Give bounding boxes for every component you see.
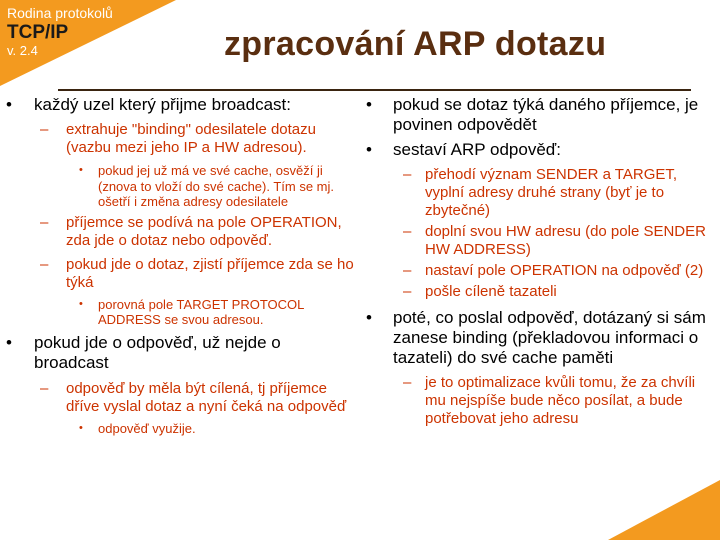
list-item: [366, 262, 720, 280]
item-text: pošle cíleně tazateli: [425, 283, 557, 300]
item-text: extrahuje "binding" odesilatele dotazu (vazbu mezi jeho IP a HW adresou).: [66, 121, 316, 156]
list-item: [366, 374, 720, 428]
list-item: [366, 283, 720, 301]
brand-name: TCP/IP: [7, 22, 69, 43]
list-item: [366, 140, 720, 160]
list-item: [6, 297, 356, 328]
item-text: přehodí význam SENDER a TARGET, vyplní adresy druhé strany (byť je to zbytečné): [425, 166, 678, 219]
bullet-marker: •: [366, 95, 372, 114]
bullet-marker: •: [79, 297, 83, 310]
item-text: pokud jde o dotaz, zjistí příjemce zda se ho týká: [66, 255, 354, 291]
bullet-marker: –: [403, 166, 412, 183]
bullet-marker: –: [40, 213, 49, 231]
bullet-marker: –: [403, 223, 412, 240]
bullet-marker: –: [403, 283, 412, 300]
list-item: [6, 214, 356, 250]
list-item: [6, 95, 356, 115]
bullet-marker: –: [40, 379, 49, 397]
bullet-marker: –: [403, 374, 412, 391]
list-item: [6, 121, 356, 157]
item-text: každý uzel který přijme broadcast:: [34, 95, 291, 114]
bullet-marker: –: [403, 262, 412, 279]
item-text: pokud jej už má ve své cache, osvěží ji (znova to vloží do své cache). Tím se mj. ošetří i změna adresy odesilatele: [98, 163, 335, 209]
bullet-marker: –: [40, 121, 49, 138]
bullet-marker: •: [79, 421, 83, 434]
title-underline: [58, 89, 691, 91]
list-item: [6, 333, 356, 373]
item-text: pokud jde o odpověď, už nejde o broadcast: [34, 332, 281, 372]
brand-subtitle: Rodina protokolů: [7, 5, 113, 21]
item-text: poté, co poslal odpověď, dotázaný si sám zanese binding (překladovou informaci o tazateli) do své cache paměti: [393, 308, 706, 367]
list-item: [6, 380, 356, 416]
corner-decoration-bottom-right: [608, 480, 720, 540]
item-text: doplní svou HW adresu (do pole SENDER HW ADDRESS): [425, 223, 706, 258]
page-title: zpracování ARP dotazu: [224, 25, 607, 63]
bullet-marker: •: [6, 332, 12, 352]
bullet-marker: •: [6, 95, 12, 114]
list-item: [366, 166, 720, 220]
item-text: porovná pole TARGET PROTOCOL ADDRESS se svou adresou.: [98, 296, 304, 327]
bullet-marker: –: [40, 255, 49, 273]
left-column: [6, 95, 356, 436]
item-text: příjemce se podívá na pole OPERATION, zda jde o dotaz nebo odpověď.: [66, 213, 342, 249]
list-item: [366, 223, 720, 259]
list-item: [6, 256, 356, 292]
item-text: je to optimalizace kvůli tomu, že za chvíli mu nejspíše bude něco posílat, a bude potřebovat jeho adresu: [425, 374, 696, 427]
item-text: pokud se dotaz týká daného příjemce, je povinen odpovědět: [393, 95, 699, 134]
list-item: [6, 421, 356, 437]
list-item: [366, 95, 720, 135]
brand-version: v. 2.4: [7, 43, 38, 58]
brand-block: [7, 5, 113, 58]
bullet-marker: •: [366, 140, 372, 159]
right-column: [366, 95, 720, 428]
item-text: sestaví ARP odpověď:: [393, 140, 561, 159]
item-text: nastaví pole OPERATION na odpověď (2): [425, 262, 704, 279]
item-text: odpověď využije.: [98, 420, 196, 436]
bullet-marker: •: [79, 164, 83, 176]
list-item: [6, 163, 356, 210]
bullet-marker: •: [366, 308, 372, 327]
list-item: [366, 308, 720, 368]
item-text: odpověď by měla být cílená, tj příjemce dříve vyslal dotaz a nyní čeká na odpověď: [66, 379, 347, 415]
